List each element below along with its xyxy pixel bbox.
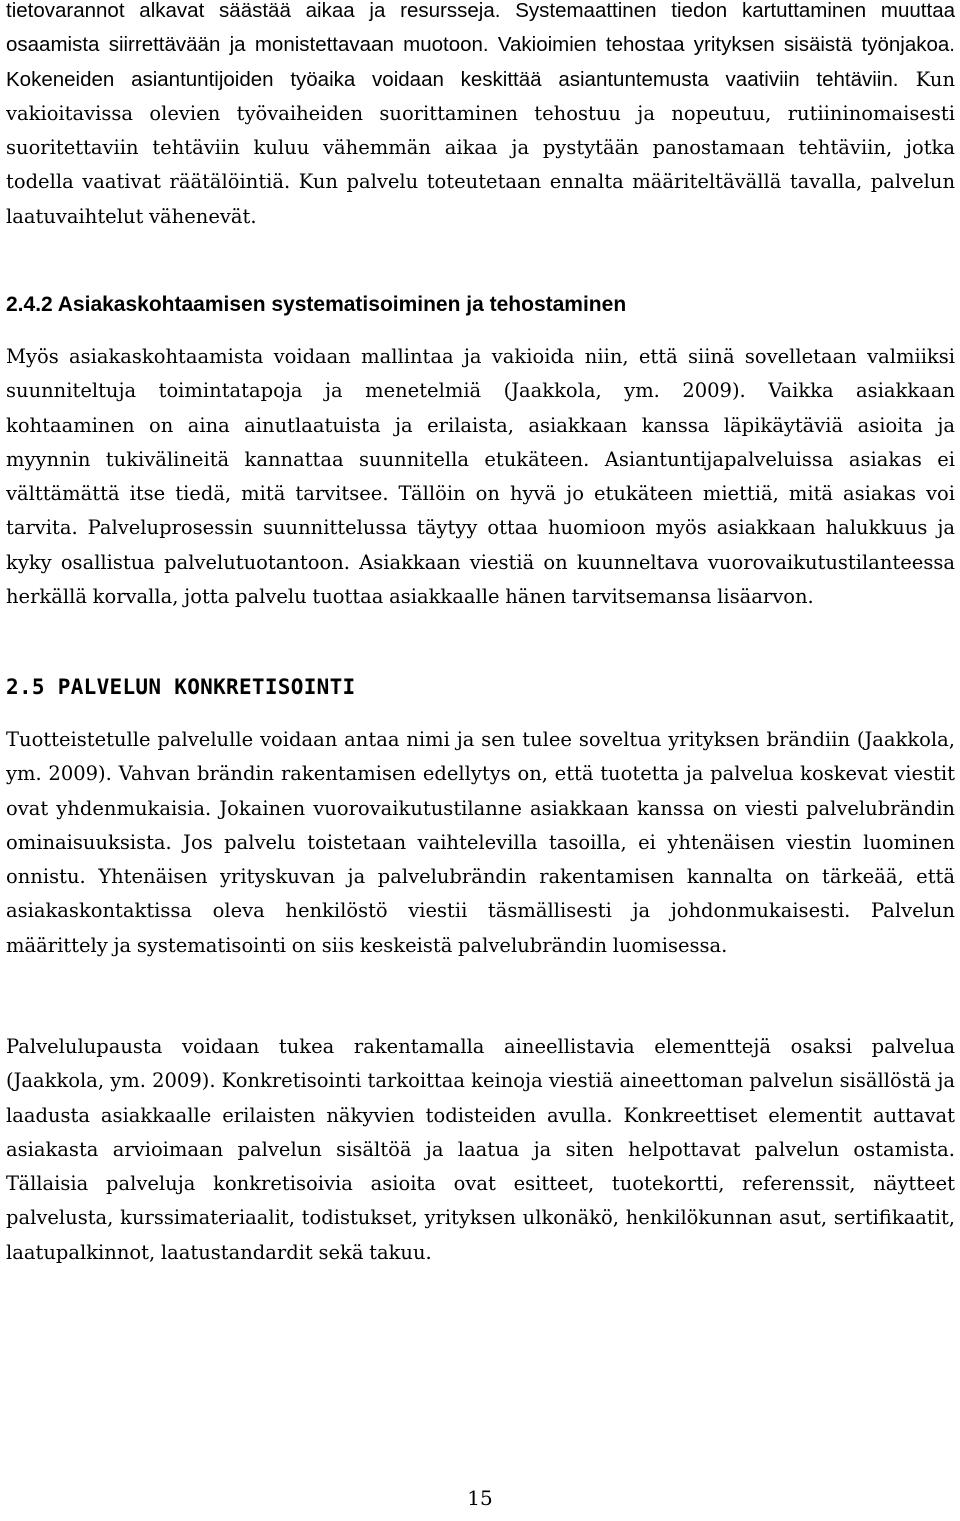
top-paragraph-sans-part: tietovarannot alkavat säästää aikaa ja resursseja. Systemaattinen tiedon kartuttaminen muuttaa osaamista siirrettävään ja monistettavaan muotoon. Vakioimien tehostaa yrityksen sisäistä työnjakoa. Kokeneiden asiantuntijoiden työaika voidaan keskittää asiantuntemusta vaativiin tehtäviin. xyxy=(6,0,955,91)
top-paragraph-serif-part: Kun vakioitavissa olevien työvaiheiden suorittaminen tehostuu ja nopeutuu, rutiininomaisesti suoritettaviin tehtäviin kuluu vähemmän aikaa ja pystytään panostamaan tehtäviin, jotka todella vaativat räätälöintiä. Kun palvelu toteutetaan ennalta määriteltävällä tavalla, palvelun laatuvaihtelut vähenevät. xyxy=(6,67,955,228)
section-2-5-heading: 2.5 PALVELUN KONKRETISOINTI xyxy=(6,675,356,699)
section-2-5-paragraph-1: Tuotteistetulle palvelulle voidaan antaa nimi ja sen tulee soveltua yrityksen brändiin (Jaakkola, ym. 2009). Vahvan brändin rakentamisen edellytys on, että tuotetta ja palvelua koskevat viestit ovat yhdenmukaisia. Jokainen vuorovaikutustilanne asiakkaan kanssa on viesti palvelubrändin ominaisuuksista. Jos palvelu toistetaan vaihtelevilla tasoilla, ei yhtenäisen viestin luominen onnistu. Yhtenäisen yrityskuvan ja palvelubrändin rakentamisen kannalta on tärkeää, että asiakaskontaktissa oleva henkilöstö viestii täsmällisesti ja johdonmukaisesti. Palvelun määrittely ja systematisointi on siis keskeistä palvelubrändin luomisessa. xyxy=(6,728,955,957)
section-2-5-paragraph-2: Palvelulupausta voidaan tukea rakentamalla aineellistavia elementtejä osaksi palvelua (Jaakkola, ym. 2009). Konkretisointi tarkoittaa keinoja viestiä aineettoman palvelun sisällöstä ja laadusta asiakkaalle erilaisten näkyvien todisteiden avulla. Konkreettiset elementit auttavat asiakasta arvioimaan palvelun sisältöä ja laatua ja siten helpottavat palvelun ostamista. Tällaisia palveluja konkretisoivia asioita ovat esitteet, tuotekortti, referenssit, näytteet palvelusta, kurssimateriaalit, todistukset, yrityksen ulkonäkö, henkilökunnan asut, sertifikaatit, laatupalkinnot, laatustandardit sekä takuu. xyxy=(6,1035,955,1264)
page-number: 15 xyxy=(467,1486,493,1510)
section-2-4-2-paragraph: Myös asiakaskohtaamista voidaan mallintaa ja vakioida niin, että siinä sovelletaan valmiiksi suunniteltuja toimintatapoja ja menetelmiä (Jaakkola, ym. 2009). Vaikka asiakkaan kohtaaminen on aina ainutlaatuista ja erilaista, asiakkaan kanssa läpikäytäviä asioita ja myynnin tukivälineitä kannattaa suunnitella etukäteen. Asiantuntijapalveluissa asiakas ei välttämättä itse tiedä, mitä tarvitsee. Tällöin on hyvä jo etukäteen miettiä, mitä asiakas voi tarvita. Palveluprosessin suunnittelussa täytyy ottaa huomioon myös asiakkaan halukkuus ja kyky osallistua palvelutuotantoon. Asiakkaan viestiä on kuunneltava vuorovaikutustilanteessa herkällä korvalla, jotta palvelu tuottaa asiakkaalle hänen tarvitsemansa lisäarvon. xyxy=(6,345,955,609)
section-2-4-2-heading: 2.4.2 Asiakaskohtaamisen systematisoiminen ja tehostaminen xyxy=(6,293,627,316)
top-paragraph xyxy=(6,0,955,234)
